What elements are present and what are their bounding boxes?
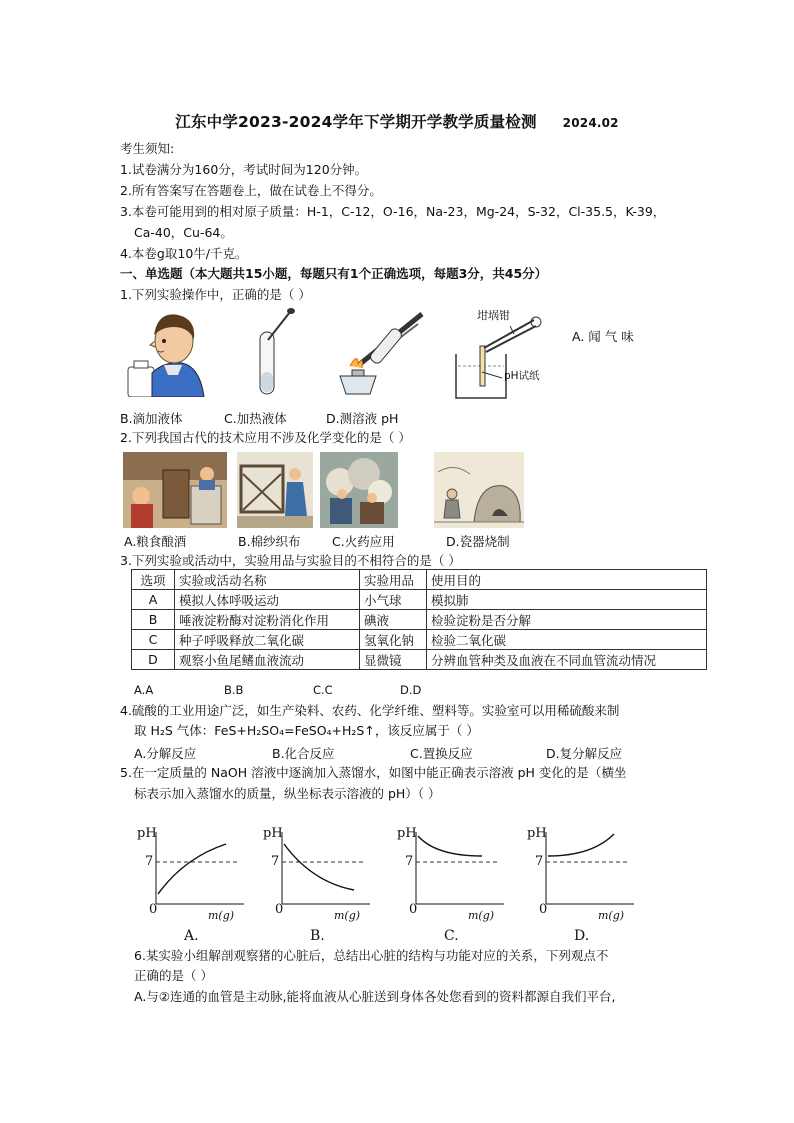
q5-line-2: 标表示加入蒸馏水的质量，纵坐标表示溶液的 pH）（ ）	[134, 786, 441, 801]
q3-option-d[interactable]: D.D	[400, 683, 422, 697]
q6-line-1: 6.某实验小组解剖观察猪的心脏后，总结出心脏的结构与功能对应的关系，下列观点不	[134, 948, 609, 963]
table-row	[132, 650, 707, 670]
notice-heading: 考生须知:	[120, 141, 175, 156]
table-cell: 模拟肺	[427, 590, 707, 610]
tongs-label: 坩埚钳	[477, 309, 510, 322]
table-cell: D	[132, 650, 175, 670]
q1-option-a[interactable]: A. 闻 气 味	[572, 329, 634, 344]
notice-item-1: 1.试卷满分为160分，考试时间为120分钟。	[120, 162, 368, 177]
q4-option-a[interactable]: A.分解反应	[134, 746, 197, 761]
title-text: 江东中学2023-2024学年下学期开学教学质量检测	[175, 113, 537, 131]
q3-table-header	[132, 570, 707, 590]
graph-b-x-label: m(g)	[334, 909, 361, 922]
table-cell: 检验淀粉是否分解	[427, 610, 707, 630]
q3-header-supplies: 实验用品	[360, 570, 427, 590]
q4-option-d[interactable]: D.复分解反应	[546, 746, 623, 761]
graph-a-x-label: m(g)	[208, 909, 235, 922]
graph-a-y-label: pH	[137, 826, 157, 841]
graph-a-ref: 7	[145, 854, 154, 869]
table-cell: B	[132, 610, 175, 630]
q3-header-activity: 实验或活动名称	[175, 570, 360, 590]
q4-line-2: 取 H₂S 气体：FeS+H₂SO₄=FeSO₄+H₂S↑，该反应属于（ ）	[134, 723, 479, 738]
table-cell: 模拟人体呼吸运动	[175, 590, 360, 610]
q4-line-1: 4.硫酸的工业用途广泛，如生产染料、农药、化学纤维、塑料等。实验室可以用稀硫酸来制	[120, 703, 620, 718]
q3-option-a[interactable]: A.A	[134, 683, 154, 697]
graph-b-ref: 7	[271, 854, 280, 869]
graph-a-curve	[158, 844, 226, 894]
table-cell: 唾液淀粉酶对淀粉消化作用	[175, 610, 360, 630]
q3-stem: 3.下列实验或活动中，实验用品与实验目的不相符合的是（ ）	[120, 553, 461, 568]
notice-item-3: 3.本卷可能用到的相对原子质量：H-1，C-12，O-16，Na-23，Mg-24，S-32，Cl-35.5，K-39，	[120, 204, 666, 219]
q3-table	[131, 569, 707, 670]
porcelain-picture	[434, 452, 524, 528]
graph-d-origin: 0	[539, 902, 548, 917]
q3-header-purpose: 使用目的	[427, 570, 707, 590]
exam-date: 2024.02	[562, 116, 619, 130]
graph-c-curve	[418, 836, 482, 856]
q3-option-b[interactable]: B.B	[224, 683, 244, 697]
q6-line-2: 正确的是（ ）	[134, 968, 213, 983]
table-row	[132, 590, 707, 610]
q2-option-d[interactable]: D.瓷器烧制	[446, 534, 510, 549]
graph-d-y-label: pH	[527, 826, 547, 841]
graph-d-ref: 7	[535, 854, 544, 869]
graph-a-label[interactable]: A.	[184, 928, 199, 944]
q3-header-option: 选项	[132, 570, 175, 590]
table-cell: 分辨血管种类及血液在不同血管流动情况	[427, 650, 707, 670]
graph-a-origin: 0	[149, 902, 158, 917]
section-heading: 一、单选题（本大题共15小题，每题只有1个正确选项，每题3分，共45分）	[120, 266, 548, 281]
graph-b-origin: 0	[275, 902, 284, 917]
graph-c-y-label: pH	[397, 826, 417, 841]
notice-item-4: 4.本卷g取10牛/千克。	[120, 246, 248, 261]
exam-title	[0, 110, 794, 132]
q4-option-c[interactable]: C.置换反应	[410, 746, 473, 761]
weaving-picture	[237, 452, 313, 528]
ph-paper-label: pH试纸	[504, 370, 540, 382]
graph-b-label[interactable]: B.	[310, 928, 325, 944]
table-row	[132, 610, 707, 630]
brewing-picture	[123, 452, 227, 528]
q5-line-1: 5.在一定质量的 NaOH 溶液中逐滴加入蒸馏水，如图中能正确表示溶液 pH 变化的是（横坐	[120, 765, 627, 780]
graph-c-ref: 7	[405, 854, 414, 869]
table-cell: 氢氧化钠	[360, 630, 427, 650]
notice-item-2: 2.所有答案写在答题卷上，做在试卷上不得分。	[120, 183, 382, 198]
graph-c-label[interactable]: C.	[444, 928, 459, 944]
table-cell: 观察小鱼尾鳍血液流动	[175, 650, 360, 670]
q2-option-a[interactable]: A.粮食酿酒	[124, 534, 187, 549]
table-cell: C	[132, 630, 175, 650]
q4-option-b[interactable]: B.化合反应	[272, 746, 335, 761]
dropper-test-tube-illustration	[250, 306, 300, 400]
q2-option-c[interactable]: C.火药应用	[332, 534, 395, 549]
graph-b-y-label: pH	[263, 826, 283, 841]
table-cell: 碘液	[360, 610, 427, 630]
q2-stem: 2.下列我国古代的技术应用不涉及化学变化的是（ ）	[120, 430, 411, 445]
heating-liquid-illustration	[330, 306, 430, 398]
q1-option-d[interactable]: D.测溶液 pH	[326, 411, 399, 426]
q1-option-b[interactable]: B.滴加液体	[120, 411, 183, 426]
notice-item-3-cont: Ca-40，Cu-64。	[134, 225, 233, 240]
graph-d-x-label: m(g)	[598, 909, 625, 922]
graph-c-x-label: m(g)	[468, 909, 495, 922]
gunpowder-picture	[320, 452, 398, 528]
graph-d-label[interactable]: D.	[574, 928, 590, 944]
graph-b-curve	[284, 844, 354, 890]
table-cell: 种子呼吸释放二氧化碳	[175, 630, 360, 650]
q2-option-b[interactable]: B.棉纱织布	[238, 534, 301, 549]
graph-d-curve	[548, 834, 614, 856]
q1-option-c[interactable]: C.加热液体	[224, 411, 287, 426]
table-cell: 小气球	[360, 590, 427, 610]
q6-line-3: A.与②连通的血管是主动脉,能将血液从心脏送到身体各处您看到的资料都源自我们平台,	[134, 989, 616, 1004]
table-row	[132, 630, 707, 650]
graph-c-origin: 0	[409, 902, 418, 917]
table-cell: 检验二氧化碳	[427, 630, 707, 650]
q1-stem: 1.下列实验操作中，正确的是（ ）	[120, 287, 311, 302]
q3-option-c[interactable]: C.C	[313, 683, 333, 697]
table-cell: 显微镜	[360, 650, 427, 670]
smell-gas-illustration	[124, 305, 206, 397]
table-cell: A	[132, 590, 175, 610]
